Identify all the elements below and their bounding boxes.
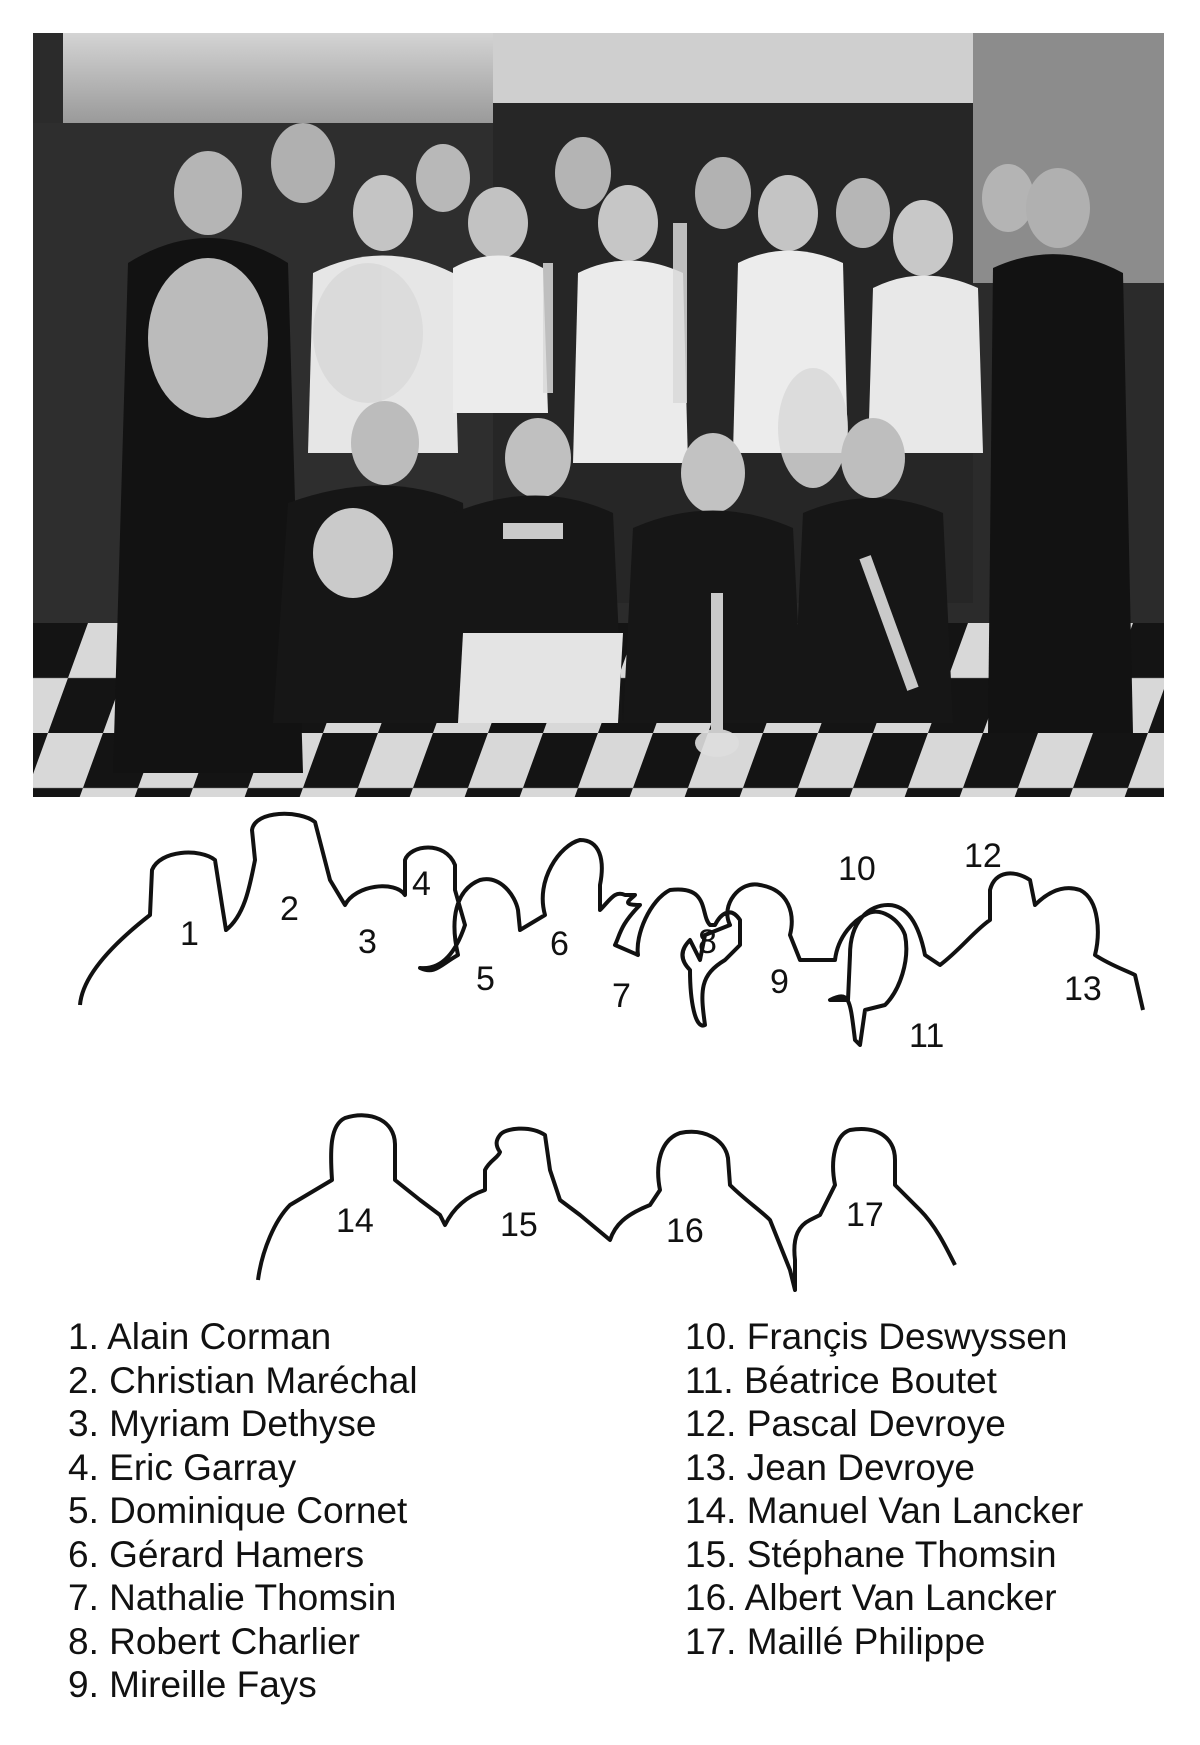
label-2: 2 [280,890,299,928]
name-entry-1: 1. Alain Corman [68,1316,332,1357]
label-16: 16 [666,1212,704,1250]
name-entry-16: 16. Albert Van Lancker [685,1577,1057,1618]
label-9: 9 [770,963,789,1001]
label-11: 11 [909,1017,945,1055]
names-list-right [685,1315,1083,1663]
group-photo-illustration [33,33,1164,797]
names-list-left [68,1315,418,1707]
label-12: 12 [964,837,1002,875]
label-5: 5 [476,960,495,998]
name-entry-5: 5. Dominique Cornet [68,1490,408,1531]
name-entry-7: 7. Nathalie Thomsin [68,1577,397,1618]
silhouette-key [0,810,1200,1310]
label-8: 8 [698,923,717,961]
name-entry-15: 15. Stéphane Thomsin [685,1533,1057,1575]
name-entry-8: 8. Robert Charlier [68,1620,361,1662]
label-3: 3 [358,923,377,961]
name-entry-10: 10. Françis Deswyssen [685,1316,1068,1357]
name-entry-4: 4. Eric Garray [68,1446,297,1488]
label-15: 15 [500,1206,538,1244]
name-entry-14: 14. Manuel Van Lancker [685,1490,1084,1531]
name-entry-3: 3. Myriam Dethyse [68,1403,377,1444]
name-entry-12: 12. Pascal Devroye [685,1403,1006,1444]
label-17: 17 [846,1196,884,1234]
label-14: 14 [336,1202,374,1240]
name-entry-13: 13. Jean Devroye [685,1446,976,1488]
label-13: 13 [1064,970,1102,1008]
group-photo [33,33,1164,797]
name-entry-6: 6. Gérard Hamers [68,1533,365,1575]
label-6: 6 [550,925,569,963]
label-1: 1 [180,915,199,953]
label-7: 7 [612,977,631,1015]
label-10: 10 [838,850,876,888]
label-4: 4 [412,865,431,903]
name-entry-17: 17. Maillé Philippe [685,1620,986,1662]
name-entry-11: 11. Béatrice Boutet [685,1359,997,1401]
name-entry-2: 2. Christian Maréchal [68,1359,418,1401]
name-entry-9: 9. Mireille Fays [68,1664,317,1705]
